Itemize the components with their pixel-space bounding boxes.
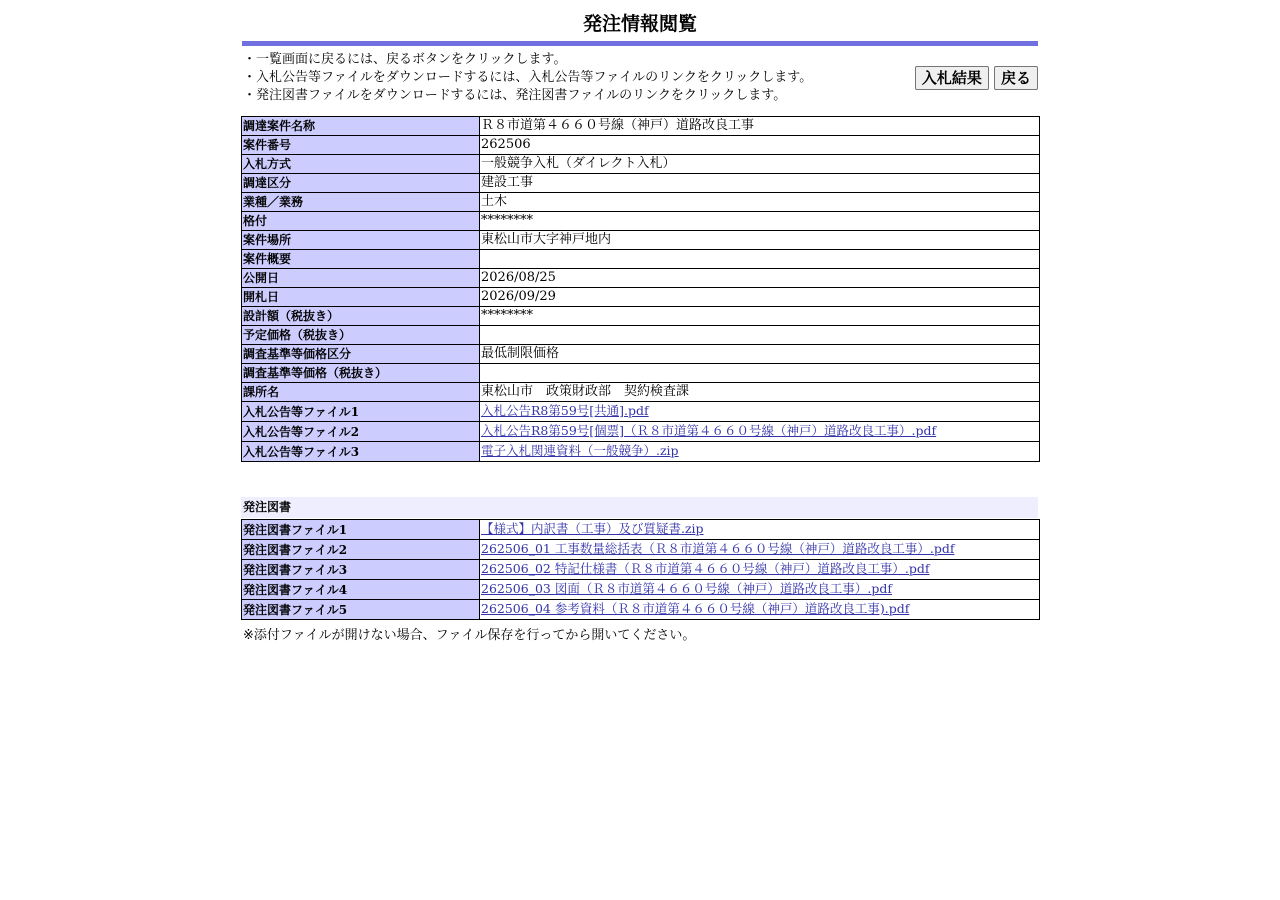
row-label: 調査基準等価格（税抜き） (242, 364, 480, 383)
row-value: Ｒ８市道第４６６０号線（神戸）道路改良工事 (480, 117, 1040, 136)
table-row (242, 269, 1040, 288)
row-value: 最低制限価格 (480, 345, 1040, 364)
row-value: 一般競争入札（ダイレクト入札） (480, 155, 1040, 174)
drawings-section-title: 発注図書 (241, 497, 1038, 518)
instruction-line: ・発注図書ファイルをダウンロードするには、発注図書ファイルのリンクをクリックします。 (243, 88, 787, 103)
row-label: 調達案件名称 (242, 117, 480, 136)
action-buttons (912, 66, 1038, 90)
table-row (242, 442, 1040, 462)
row-value: 建設工事 (480, 174, 1040, 193)
row-label: 入札公告等ファイル3 (242, 442, 480, 462)
table-row (242, 307, 1040, 326)
table-row (242, 402, 1040, 422)
table-row (242, 136, 1040, 155)
row-value (480, 560, 1040, 580)
file-link[interactable]: 262506_03 図面（Ｒ８市道第４６６０号線（神戸）道路改良工事）.pdf (481, 581, 892, 596)
row-label: 発注図書ファイル1 (242, 520, 480, 540)
row-label: 案件場所 (242, 231, 480, 250)
table-row (242, 231, 1040, 250)
table-row (242, 364, 1040, 383)
table-row (242, 212, 1040, 231)
table-row (242, 326, 1040, 345)
row-label: 発注図書ファイル3 (242, 560, 480, 580)
file-link[interactable]: 【様式】内訳書（工事）及び質疑書.zip (481, 521, 704, 536)
row-label: 格付 (242, 212, 480, 231)
table-row (242, 540, 1040, 560)
row-label: 入札方式 (242, 155, 480, 174)
table-row (242, 600, 1040, 620)
drawings-table (241, 519, 1040, 620)
table-row (242, 174, 1040, 193)
instruction-line: ・入札公告等ファイルをダウンロードするには、入札公告等ファイルのリンクをクリックします。 (243, 70, 813, 85)
row-label: 案件概要 (242, 250, 480, 269)
table-row (242, 422, 1040, 442)
row-value (480, 520, 1040, 540)
row-label: 課所名 (242, 383, 480, 402)
row-value: 東松山市大字神戸地内 (480, 231, 1040, 250)
page-container (241, 0, 1039, 643)
table-row (242, 580, 1040, 600)
table-row (242, 383, 1040, 402)
table-row (242, 560, 1040, 580)
attachment-note: ※添付ファイルが開けない場合、ファイル保存を行ってから開いてください。 (243, 628, 696, 643)
row-label: 設計額（税抜き） (242, 307, 480, 326)
row-value (480, 422, 1040, 442)
row-value (480, 600, 1040, 620)
row-value (480, 364, 1040, 383)
file-link[interactable]: 262506_04 参考資料（Ｒ８市道第４６６０号線（神戸）道路改良工事).pdf (481, 601, 910, 616)
row-value: 262506 (480, 136, 1040, 155)
row-label: 入札公告等ファイル2 (242, 422, 480, 442)
row-label: 発注図書ファイル2 (242, 540, 480, 560)
row-value (480, 580, 1040, 600)
row-label: 調達区分 (242, 174, 480, 193)
row-label: 開札日 (242, 288, 480, 307)
file-link[interactable]: 入札公告R8第59号[共通].pdf (481, 403, 649, 418)
table-row (242, 345, 1040, 364)
instruction-line: ・一覧画面に戻るには、戻るボタンをクリックします。 (243, 52, 567, 67)
file-link[interactable]: 262506_02 特記仕様書（Ｒ８市道第４６６０号線（神戸）道路改良工事）.pdf (481, 561, 930, 576)
file-link[interactable]: 262506_01 工事数量総括表（Ｒ８市道第４６６０号線（神戸）道路改良工事）.pdf (481, 541, 955, 556)
row-value: 土木 (480, 193, 1040, 212)
row-label: 調査基準等価格区分 (242, 345, 480, 364)
row-value (480, 326, 1040, 345)
row-label: 予定価格（税抜き） (242, 326, 480, 345)
page-title: 発注情報閲覧 (582, 13, 697, 35)
row-value (480, 442, 1040, 462)
table-row (242, 117, 1040, 136)
row-label: 業種／業務 (242, 193, 480, 212)
file-link[interactable]: 入札公告R8第59号[個票]（Ｒ８市道第４６６０号線（神戸）道路改良工事）.pdf (481, 423, 937, 438)
table-row (242, 155, 1040, 174)
row-value (480, 250, 1040, 269)
row-value: 2026/09/29 (480, 288, 1040, 307)
row-label: 発注図書ファイル4 (242, 580, 480, 600)
row-value: 2026/08/25 (480, 269, 1040, 288)
row-label: 入札公告等ファイル1 (242, 402, 480, 422)
row-value: ******** (480, 212, 1040, 231)
instructions (241, 46, 1039, 109)
row-label: 発注図書ファイル5 (242, 600, 480, 620)
table-row (242, 250, 1040, 269)
case-info-table (241, 116, 1040, 462)
row-value: ******** (480, 307, 1040, 326)
table-row (242, 520, 1040, 540)
row-value: 東松山市 政策財政部 契約検査課 (480, 383, 1040, 402)
row-value (480, 402, 1040, 422)
table-row (242, 288, 1040, 307)
table-row (242, 193, 1040, 212)
bid-result-button[interactable]: 入札結果 (915, 66, 989, 90)
file-link[interactable]: 電子入札関連資料（一般競争）.zip (481, 443, 679, 458)
row-label: 公開日 (242, 269, 480, 288)
row-label: 案件番号 (242, 136, 480, 155)
row-value (480, 540, 1040, 560)
back-button[interactable]: 戻る (994, 66, 1038, 90)
